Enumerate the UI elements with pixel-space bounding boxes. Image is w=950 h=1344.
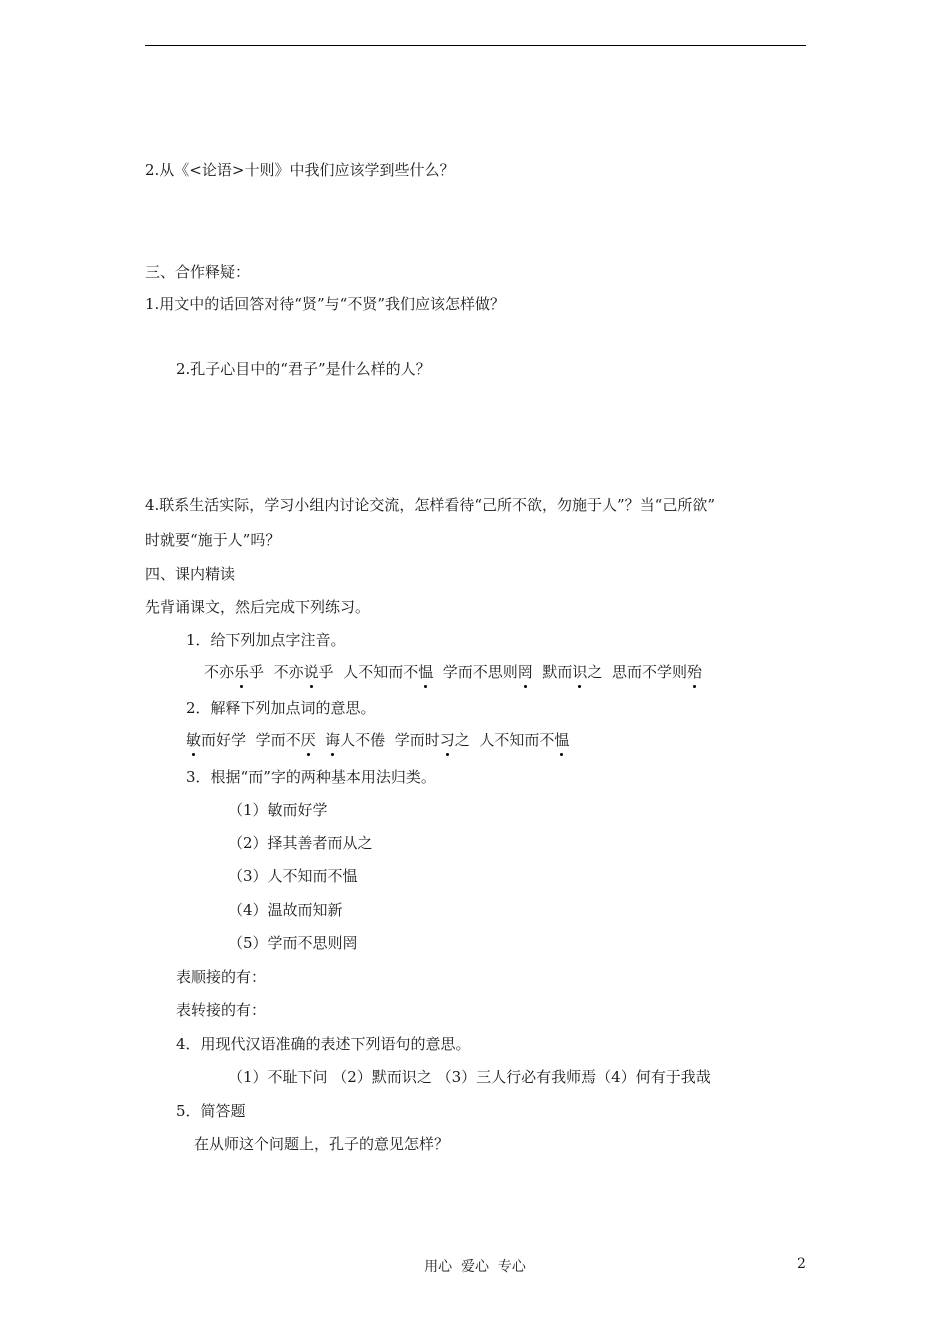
section3-question-4-line1: 4.联系生活实际，学习小组内讨论交流，怎样看待“己所不欲，勿施于人”？当“己所欲” xyxy=(145,496,715,514)
exercise3-item-2: （2）择其善者而从之 xyxy=(228,834,373,852)
exercise2-items xyxy=(186,730,569,750)
ex2-item: 学而不厌 xyxy=(255,731,316,749)
section4-intro: 先背诵课文，然后完成下列练习。 xyxy=(145,598,371,616)
ex2-item: 诲人不倦 xyxy=(325,731,386,749)
exercise5-title: 5．简答题 xyxy=(176,1102,246,1120)
ex1-item: 学而不思则罔 xyxy=(442,663,533,681)
section2-question-2: 2.从《<论语>十则》中我们应该学到些什么？ xyxy=(145,161,455,179)
section3-question-4-line2: 时就要“施于人”吗？ xyxy=(145,531,281,549)
ex1-item: 思而不学则殆 xyxy=(611,663,702,681)
exercise3-item-4: （4）温故而知新 xyxy=(228,901,343,919)
header-rule xyxy=(145,45,806,46)
section4-heading: 四、课内精读 xyxy=(145,565,236,583)
ex1-item: 不亦乐乎 xyxy=(204,663,265,681)
exercise3-zhuanjie: 表转接的有： xyxy=(176,1001,267,1019)
ex1-item: 人不知而不愠 xyxy=(343,663,434,681)
exercise3-item-5: （5）学而不思则罔 xyxy=(228,934,358,952)
page-number: 2 xyxy=(797,1256,806,1272)
exercise3-item-3: （3）人不知而不愠 xyxy=(228,867,358,885)
exercise1-title: 1．给下列加点字注音。 xyxy=(186,631,346,649)
ex2-item: 敏而好学 xyxy=(186,731,247,749)
section3-question-2: 2.孔子心目中的“君子”是什么样的人？ xyxy=(176,360,431,378)
exercise5-question: 在从师这个问题上，孔子的意见怎样？ xyxy=(194,1135,450,1153)
page-footer: 用心 爱心 专心 xyxy=(424,1259,526,1275)
section3-question-1: 1.用文中的话回答对待“贤”与“不贤”我们应该怎样做？ xyxy=(145,295,505,313)
exercise4-title: 4．用现代汉语准确的表述下列语句的意思。 xyxy=(176,1035,471,1053)
exercise1-items xyxy=(204,662,702,682)
ex1-item: 默而识之 xyxy=(542,663,603,681)
ex2-item: 人不知而不愠 xyxy=(479,731,570,749)
exercise4-items: （1）不耻下问 （2）默而识之 （3）三人行必有我师焉（4）何有于我哉 xyxy=(228,1068,711,1086)
section3-heading: 三、合作释疑： xyxy=(145,263,251,281)
exercise3-shunjie: 表顺接的有： xyxy=(176,968,267,986)
ex1-item: 不亦说乎 xyxy=(273,663,334,681)
ex2-item: 学而时习之 xyxy=(394,731,470,749)
exercise3-item-1: （1）敏而好学 xyxy=(228,801,328,819)
exercise2-title: 2．解释下列加点词的意思。 xyxy=(186,699,376,717)
exercise3-title: 3．根据“而”字的两种基本用法归类。 xyxy=(186,768,436,786)
